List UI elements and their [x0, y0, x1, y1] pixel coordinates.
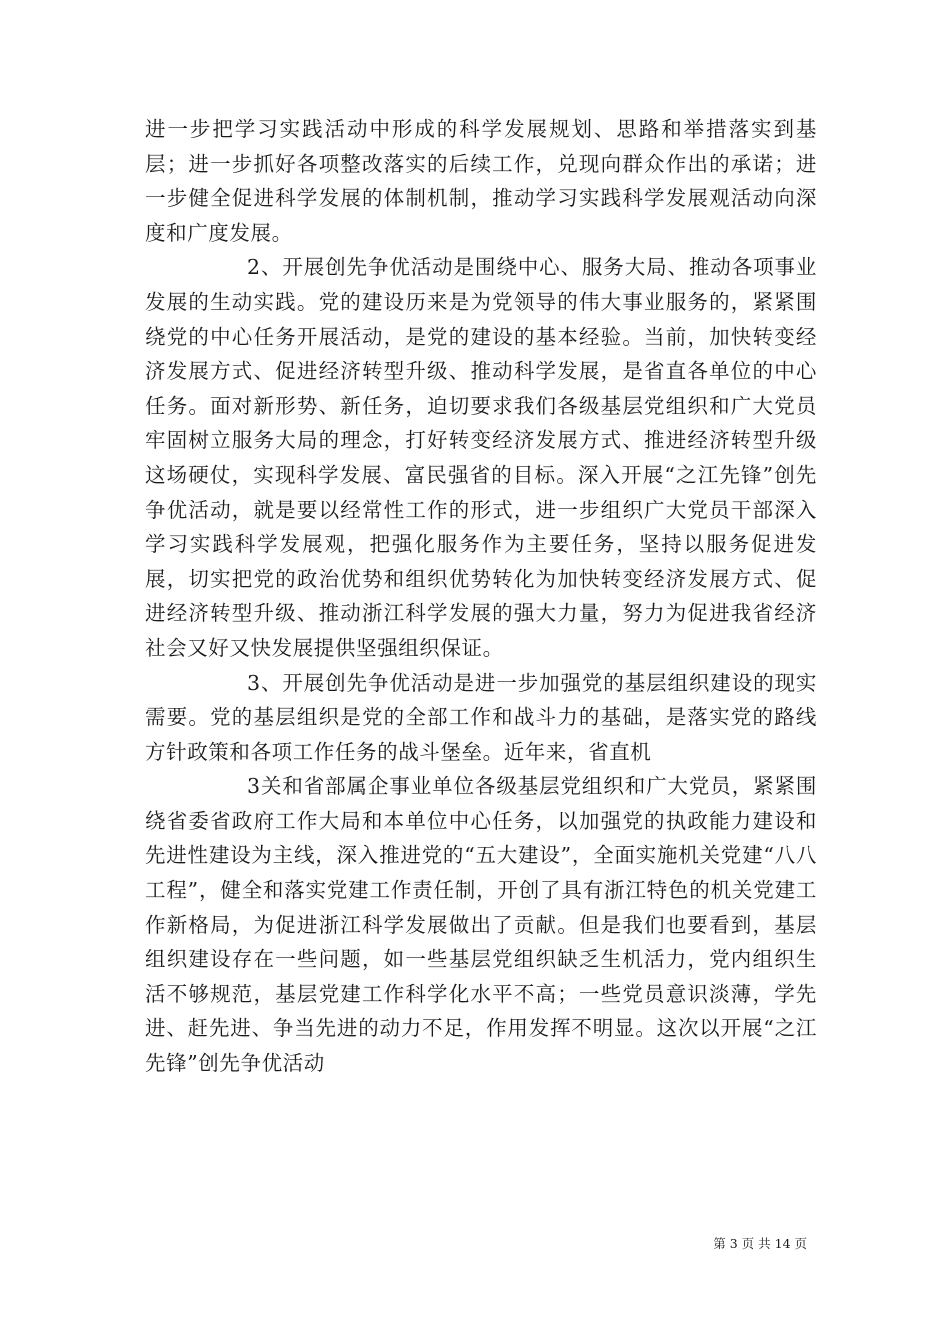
document-body [145, 112, 817, 1081]
page-number: 第 3 页 共 14 页 [713, 1236, 807, 1251]
paragraph-point-3-continued: 3关和省部属企事业单位各级基层党组织和广大党员，紧紧围绕省委省政府工作大局和本单位中心任务，以加强党的执政能力建设和先进性建设为主线，深入推进党的“五大建设”，全面实施机关党建“八八工程”，健全和落实党建工作责任制，开创了具有浙江特色的机关党建工作新格局，为促进浙江科学发展做出了贡献。但是我们也要看到，基层组织建设存在一些问题，如一些基层党组织缺乏生机活力，党内组织生活不够规范，基层党建工作科学化水平不高；一些党员意识淡薄，学先进、赶先进、争当先进的动力不足，作用发挥不明显。这次以开展“之江先锋”创先争优活动 [145, 774, 817, 1076]
paragraph-point-2: 2、开展创先争优活动是围绕中心、服务大局、推动各项事业发展的生动实践。党的建设历来是为党领导的伟大事业服务的，紧紧围绕党的中心任务开展活动，是党的建设的基本经验。当前，加快转变经济发展方式、促进经济转型升级、推动科学发展，是省直各单位的中心任务。面对新形势、新任务，迫切要求我们各级基层党组织和广大党员牢固树立服务大局的理念，打好转变经济发展方式、推进经济转型升级这场硬仗，实现科学发展、富民强省的目标。深入开展“之江先锋”创先争优活动，就是要以经常性工作的形式，进一步组织广大党员干部深入学习实践科学发展观，把强化服务作为主要任务，坚持以服务促进发展，切实把党的政治优势和组织优势转化为加快转变经济发展方式、促进经济转型升级、推动浙江科学发展的强大力量，努力为促进我省经济社会又好又快发展提供坚强组织保证。 [145, 255, 817, 660]
paragraph-continuation: 进一步把学习实践活动中形成的科学发展规划、思路和举措落实到基层；进一步抓好各项整改落实的后续工作，兑现向群众作出的承诺；进一步健全促进科学发展的体制机制，推动学习实践科学发展观活动向深度和广度发展。 [145, 117, 817, 245]
paragraph-point-3: 3、开展创先争优活动是进一步加强党的基层组织建设的现实需要。党的基层组织是党的全部工作和战斗力的基础，是落实党的路线方针政策和各项工作任务的战斗堡垒。近年来，省直机 [145, 670, 817, 764]
